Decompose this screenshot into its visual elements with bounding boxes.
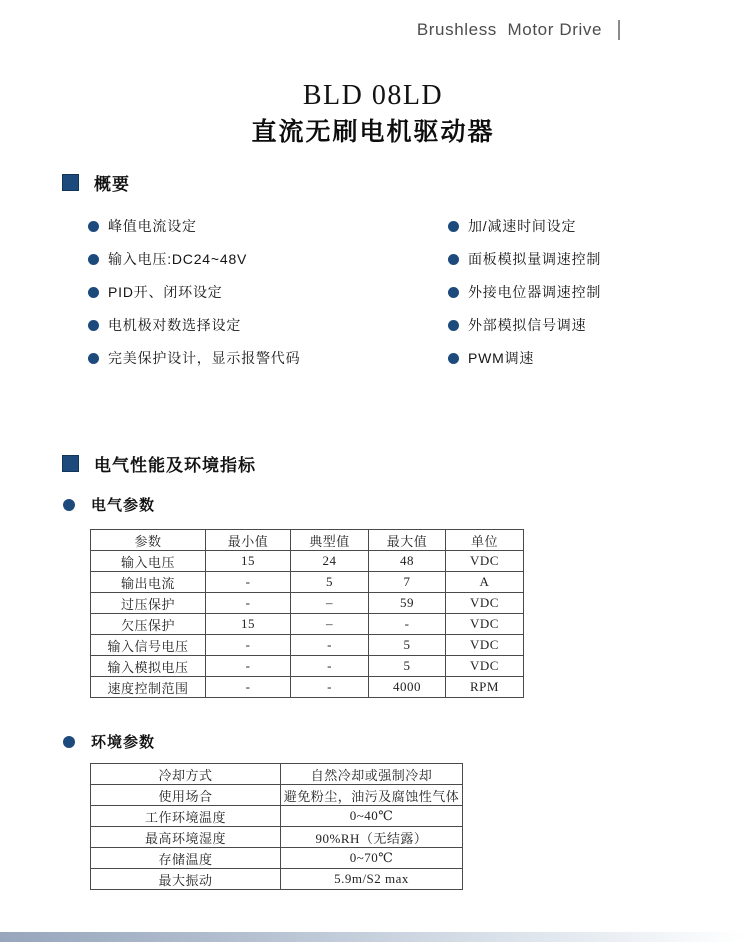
min-value-cell: - (206, 572, 291, 593)
min-value-cell: - (206, 635, 291, 656)
feature-item (448, 218, 601, 234)
subsection-heading-environment (63, 731, 155, 752)
feature-list-right (448, 218, 601, 383)
bullet-icon (448, 221, 459, 232)
env-param-value-cell: 5.9m/S2 max (281, 869, 463, 890)
table-row (91, 848, 463, 869)
typ-value-cell: 24 (291, 551, 369, 572)
column-header: 单位 (446, 530, 524, 551)
bullet-icon (448, 287, 459, 298)
typ-value-cell: - (291, 677, 369, 698)
column-header: 参数 (91, 530, 206, 551)
unit-cell: RPM (446, 677, 524, 698)
feature-label: PWM调速 (468, 350, 535, 366)
feature-label: 面板模拟量调速控制 (468, 251, 602, 267)
feature-label: 完美保护设计，显示报警代码 (108, 350, 301, 366)
env-param-value-cell: 自然冷却或强制冷却 (281, 764, 463, 785)
unit-cell: VDC (446, 635, 524, 656)
page-header (417, 20, 620, 40)
section-marker-square-icon (62, 174, 79, 191)
feature-item (88, 251, 300, 267)
bullet-icon (448, 353, 459, 364)
typ-value-cell: – (291, 593, 369, 614)
table-row (91, 806, 463, 827)
unit-cell: A (446, 572, 524, 593)
footer-gradient-bar (0, 932, 746, 942)
electrical-parameters-table (90, 529, 524, 698)
param-name-cell: 速度控制范围 (91, 677, 206, 698)
max-value-cell: 7 (369, 572, 446, 593)
feature-item (448, 284, 601, 300)
max-value-cell: - (369, 614, 446, 635)
param-name-cell: 过压保护 (91, 593, 206, 614)
table-row (91, 677, 524, 698)
feature-item (448, 251, 601, 267)
bullet-icon (88, 320, 99, 331)
param-name-cell: 输入模拟电压 (91, 656, 206, 677)
feature-item (88, 218, 300, 234)
unit-cell: VDC (446, 614, 524, 635)
feature-item (88, 317, 300, 333)
max-value-cell: 48 (369, 551, 446, 572)
env-param-value-cell: 90%RH（无结露） (281, 827, 463, 848)
min-value-cell: 15 (206, 614, 291, 635)
column-header: 最大值 (369, 530, 446, 551)
feature-item (88, 350, 300, 366)
section-heading-overview (62, 170, 130, 195)
typ-value-cell: - (291, 656, 369, 677)
max-value-cell: 5 (369, 635, 446, 656)
bullet-icon (448, 254, 459, 265)
env-param-name-cell: 存储温度 (91, 848, 281, 869)
unit-cell: VDC (446, 593, 524, 614)
env-param-name-cell: 最高环境湿度 (91, 827, 281, 848)
env-param-name-cell: 工作环境温度 (91, 806, 281, 827)
env-param-name-cell: 最大振动 (91, 869, 281, 890)
unit-cell: VDC (446, 656, 524, 677)
bullet-icon (63, 736, 75, 748)
feature-item (448, 317, 601, 333)
typ-value-cell: - (291, 635, 369, 656)
column-header: 最小值 (206, 530, 291, 551)
feature-item (448, 350, 601, 366)
section-heading-specs (62, 451, 256, 476)
table-row (91, 593, 524, 614)
table-row (91, 656, 524, 677)
feature-label: 外部模拟信号调速 (468, 317, 587, 333)
product-model-title: BLD 08LD (302, 80, 444, 111)
param-name-cell: 欠压保护 (91, 614, 206, 635)
bullet-icon (448, 320, 459, 331)
param-name-cell: 输入信号电压 (91, 635, 206, 656)
min-value-cell: - (206, 593, 291, 614)
table-header-row (91, 530, 524, 551)
bullet-icon (63, 499, 75, 511)
table-row (91, 764, 463, 785)
subsection-heading-electrical (63, 494, 155, 515)
bullet-icon (88, 254, 99, 265)
table-row (91, 614, 524, 635)
table-row (91, 551, 524, 572)
feature-item (88, 284, 300, 300)
env-param-name-cell: 使用场合 (91, 785, 281, 806)
unit-cell: VDC (446, 551, 524, 572)
typ-value-cell: – (291, 614, 369, 635)
env-param-value-cell: 0~40℃ (281, 806, 463, 827)
environment-parameters-table (90, 763, 463, 890)
feature-label: 电机极对数选择设定 (108, 317, 242, 333)
brand-text: Brushless Motor Drive (416, 20, 602, 39)
subsection-heading-label: 电气参数 (91, 497, 156, 514)
max-value-cell: 5 (369, 656, 446, 677)
product-name-title: 直流无刷电机驱动器 (251, 118, 495, 146)
section-heading-label: 电气性能及环境指标 (94, 456, 256, 475)
param-name-cell: 输出电流 (91, 572, 206, 593)
min-value-cell: - (206, 656, 291, 677)
typ-value-cell: 5 (291, 572, 369, 593)
table-row (91, 572, 524, 593)
section-heading-label: 概要 (94, 175, 130, 194)
feature-list-left (88, 218, 300, 383)
table-row (91, 635, 524, 656)
env-param-value-cell: 避免粉尘，油污及腐蚀性气体 (281, 785, 463, 806)
table-row (91, 785, 463, 806)
param-name-cell: 输入电压 (91, 551, 206, 572)
env-param-value-cell: 0~70℃ (281, 848, 463, 869)
feature-label: 峰值电流设定 (108, 218, 197, 234)
feature-label: 输入电压:DC24~48V (108, 251, 248, 267)
max-value-cell: 4000 (369, 677, 446, 698)
min-value-cell: 15 (206, 551, 291, 572)
header-divider (618, 20, 620, 40)
feature-label: 加/减速时间设定 (468, 218, 577, 234)
table-row (91, 827, 463, 848)
feature-label: 外接电位器调速控制 (468, 284, 602, 300)
feature-label: PID开、闭环设定 (108, 284, 223, 300)
section-marker-square-icon (62, 455, 79, 472)
bullet-icon (88, 353, 99, 364)
bullet-icon (88, 287, 99, 298)
bullet-icon (88, 221, 99, 232)
env-param-name-cell: 冷却方式 (91, 764, 281, 785)
max-value-cell: 59 (369, 593, 446, 614)
min-value-cell: - (206, 677, 291, 698)
table-row (91, 869, 463, 890)
column-header: 典型值 (291, 530, 369, 551)
subsection-heading-label: 环境参数 (91, 734, 156, 751)
